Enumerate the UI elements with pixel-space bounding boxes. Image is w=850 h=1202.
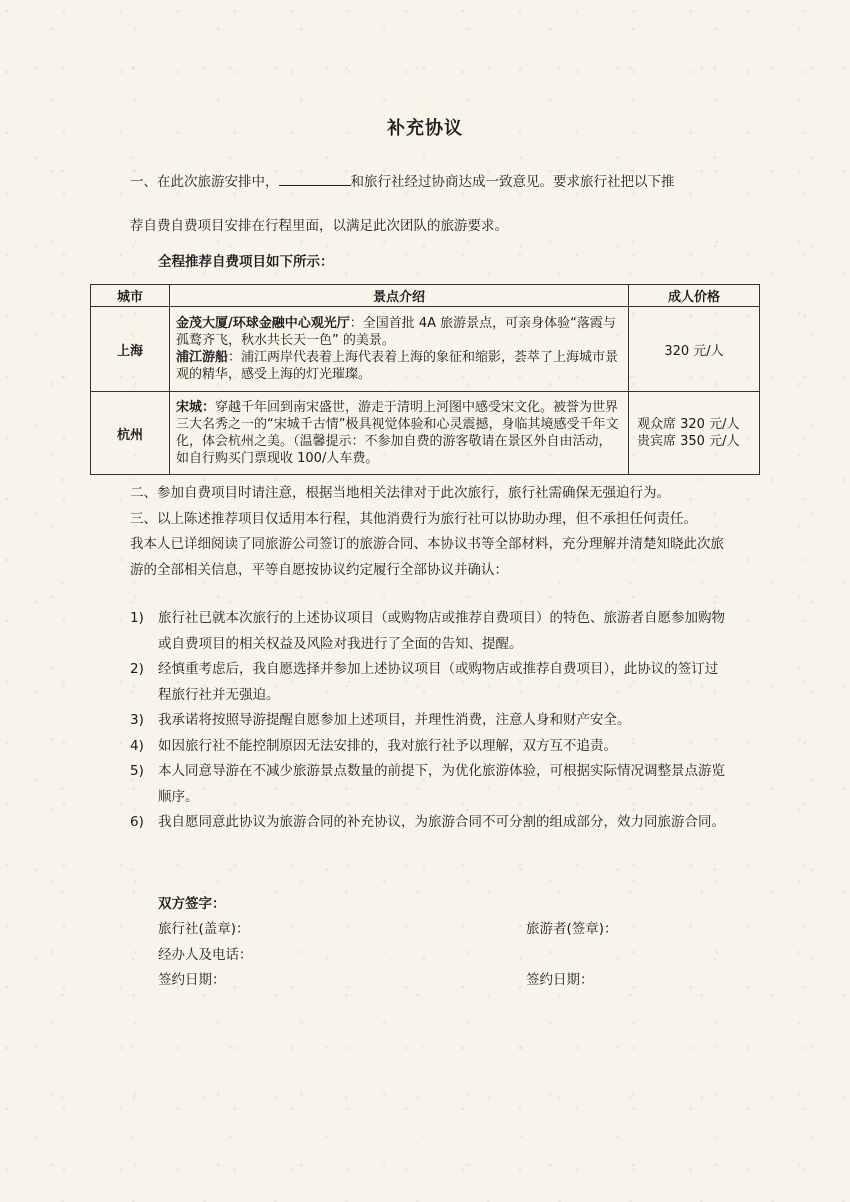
item-number: 1): [130, 610, 144, 626]
price-value: 贵宾席 350 元/人: [637, 434, 740, 449]
item-text: 旅行社已就本次旅行的上述协议项目（或购物店或推荐自费项目）的特色、旅游者自愿参加购物或自费项目的相关权益及风险对我进行了全面的告知、提醒。: [158, 610, 725, 652]
optional-items-table: [90, 284, 760, 475]
agency-date-label: 签约日期：: [158, 972, 226, 988]
attraction-entry: [176, 349, 622, 383]
price-cell: [629, 392, 760, 475]
item-number: 4): [130, 737, 144, 754]
attraction-name: 浦江游船: [176, 350, 229, 365]
price-value: 观众席 320 元/人: [637, 417, 740, 432]
items-subheading: 全程推荐自费项目如下所示：: [158, 254, 334, 270]
item-number: 3): [130, 712, 144, 728]
item-text: 我自愿同意此协议为旅游合同的补充协议，为旅游合同不可分割的组成部分，效力同旅游合同。: [158, 814, 725, 830]
confirmation-list: [130, 606, 730, 836]
intro-line-2: 荐自费自费项目安排在行程里面，以满足此次团队的旅游要求。: [130, 218, 508, 234]
price-value: 320 元/人: [664, 343, 724, 359]
attraction-text: ：浦江两岸代表着上海代表着上海的象征和缩影，荟萃了上海城市景观的精华，感受上海的灯光璀璨。: [176, 350, 619, 382]
item-text: 如因旅行社不能控制原因无法安排的，我对旅行社予以理解，双方互不追责。: [158, 737, 617, 754]
list-item: [130, 606, 730, 657]
confirmation-statement: 我本人已详细阅读了同旅游公司签订的旅游合同、本协议书等全部材料，充分理解并清楚知晓此次旅游的全部相关信息，平等自愿按协议约定履行全部协议并确认：: [130, 536, 724, 578]
clause-two: 二、参加自费项目时请注意，根据当地相关法律对于此次旅行，旅行社需确保无强迫行为。: [130, 485, 670, 501]
list-item: [130, 810, 730, 836]
item-number: 2): [130, 661, 144, 677]
attraction-text: ：全国首批 4A 旅游景点，可亲身体验“落霞与孤鹜齐飞，秋水共长天一色” 的美景。: [176, 316, 616, 348]
item-text: 本人同意导游在不减少旅游景点数量的前提下，为优化旅游体验，可根据实际情况调整景点游览顺序。: [158, 763, 725, 805]
list-item: [130, 657, 730, 708]
item-number: 6): [130, 814, 144, 830]
table-header-row: [91, 285, 760, 307]
header-price: 成人价格: [629, 285, 760, 307]
attraction-entry: [176, 315, 622, 349]
clause-three: 三、以上陈述推荐项目仅适用本行程，其他消费行为旅行社可以协助办理，但不承担任何责任。: [130, 510, 697, 527]
attraction-text: 穿越千年回到南宋盛世，游走于清明上河图中感受宋文化。被誉为世界三大名秀之一的“宋城千古情”极具视觉体验和心灵震撼，身临其境感受千年文化，体会杭州之美。（温馨提示：不参加自费的游客敬请在景区外自由活动，如自行购买门票现收 100/人车费。: [176, 400, 619, 466]
intro-text-a: 一、在此次旅游安排中，: [130, 174, 279, 190]
description-cell: [170, 392, 629, 475]
header-city: 城市: [91, 285, 170, 307]
item-number: 5): [130, 763, 144, 779]
document-title: 补充协议: [387, 118, 463, 139]
list-item: [130, 759, 730, 810]
list-item: [130, 734, 730, 760]
list-item: [130, 708, 730, 734]
agency-stamp-label: 旅行社(盖章)：: [158, 921, 250, 937]
intro-paragraph: [130, 160, 730, 248]
table-row: [91, 307, 760, 392]
item-text: 经慎重考虑后，我自愿选择并参加上述协议项目（或购物店或推荐自费项目），此协议的签订过程旅行社并无强迫。: [158, 661, 719, 703]
traveler-signature-label: 旅游者(签章)：: [526, 921, 618, 937]
contact-label: 经办人及电话：: [158, 947, 253, 963]
attraction-entry: [176, 399, 622, 467]
city-cell: 上海: [91, 307, 170, 392]
signature-heading: 双方签字：: [158, 896, 226, 912]
header-description: 景点介绍: [170, 285, 629, 307]
city-cell: 杭州: [91, 392, 170, 475]
intro-line-1: [130, 160, 730, 204]
price-cell: [629, 307, 760, 392]
attraction-name: 金茂大厦/环球金融中心观光厅: [176, 316, 350, 331]
attraction-name: 宋城：: [176, 400, 216, 415]
intro-text-b: 和旅行社经过协商达成一致意见。要求旅行社把以下推: [350, 174, 675, 190]
table-row: [91, 392, 760, 475]
traveler-date-label: 签约日期：: [526, 972, 594, 988]
name-blank-field[interactable]: [279, 171, 351, 186]
item-text: 我承诺将按照导游提醒自愿参加上述项目，并理性消费，注意人身和财产安全。: [158, 712, 631, 728]
clauses-section: [130, 481, 730, 583]
description-cell: [170, 307, 629, 392]
